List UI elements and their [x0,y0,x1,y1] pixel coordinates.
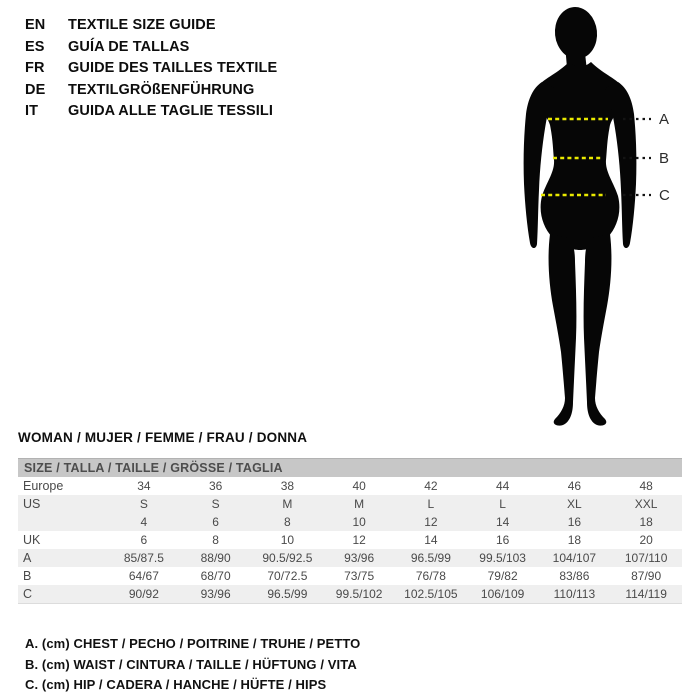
silhouette-shape [524,5,637,426]
size-cell: 14 [467,513,539,531]
language-row-es [25,37,277,59]
size-cell: S [108,495,180,513]
size-cell: 64/67 [128,569,159,583]
row-label: Europe [23,479,64,493]
size-table-header-row [18,459,682,478]
legend-line-waist: B. (cm) WAIST / CINTURA / TAILLE / HÜFTUNG / VITA [25,656,357,672]
size-cell: 83/86 [559,569,590,583]
table-row [18,513,682,531]
size-cell: XXL [610,495,682,513]
measurement-legend [25,634,360,696]
language-code: IT [25,103,39,120]
table-row [18,585,682,604]
size-cell: 44 [495,479,510,493]
table-row [18,477,682,495]
row-label [18,513,108,531]
language-row-it [25,101,277,123]
size-table-header: SIZE / TALLA / TAILLE / GRÖSSE / TAGLIA [18,459,682,478]
size-cell: 10 [280,533,295,547]
size-cell: 104/107 [539,549,611,567]
size-cell: 106/109 [467,585,539,604]
size-cell: 93/96 [323,549,395,567]
size-cell: 6 [180,513,252,531]
size-cell: 14 [424,533,438,547]
measurement-figure [480,0,700,440]
size-cell: 96.5/99 [252,585,324,604]
size-table-grid [18,458,682,604]
size-table [18,458,682,604]
size-cell: 96.5/99 [395,549,467,567]
table-row [18,495,682,513]
size-cell: 110/113 [539,585,611,604]
table-row [18,567,682,585]
language-row-en [25,15,277,37]
language-code: DE [25,81,46,98]
marker-label-b: B [659,150,670,167]
language-code: EN [25,17,46,33]
size-cell: 42 [424,479,438,493]
size-cell: 18 [610,513,682,531]
language-row-de [25,80,277,102]
size-table-body [18,477,682,604]
language-title: GUIDE DES TAILLES TEXTILE [68,60,278,77]
size-cell: S [180,495,252,513]
legend-line-hip: C. (cm) HIP / CADERA / HANCHE / HÜFTE / HIPS [25,677,327,692]
marker-label-a: A [659,111,670,128]
size-cell: 16 [539,513,611,531]
size-cell: 70/72.5 [267,569,308,583]
size-cell: 16 [495,533,510,547]
size-cell: 114/119 [610,585,682,604]
size-cell: 4 [108,513,180,531]
woman-silhouette-icon [480,0,700,440]
size-cell: 8 [252,513,324,531]
row-label: US [18,495,108,513]
size-cell: 18 [567,533,582,547]
size-cell: 90.5/92.5 [252,549,324,567]
size-cell: 48 [639,479,653,493]
size-cell: 76/78 [415,569,446,583]
size-cell: 46 [567,479,582,493]
size-cell: 88/90 [180,549,252,567]
language-title: GUIDA ALLE TAGLIE TESSILI [68,103,273,120]
size-cell: 12 [395,513,467,531]
size-cell: 99.5/103 [467,549,539,567]
legend-line-chest: A. (cm) CHEST / PECHO / POITRINE / TRUHE / PETTO [25,636,361,651]
language-title: TEXTILE SIZE GUIDE [68,17,216,33]
language-title: TEXTILGRÖßENFÜHRUNG [68,81,255,98]
size-cell: 102.5/105 [395,585,467,604]
size-cell: 38 [280,479,295,493]
size-cell: 68/70 [200,569,231,583]
row-label: B [23,569,32,583]
size-cell: 34 [137,479,151,493]
size-cell: 12 [352,533,366,547]
language-row-fr [25,58,277,80]
row-label: UK [23,533,41,547]
size-cell: 87/90 [631,569,662,583]
size-cell: 99.5/102 [323,585,395,604]
size-cell: 90/92 [108,585,180,604]
size-cell: 6 [140,533,148,547]
language-code: ES [25,38,45,55]
size-cell: 10 [323,513,395,531]
size-cell: L [395,495,467,513]
size-cell: M [323,495,395,513]
size-cell: M [252,495,324,513]
size-cell: 85/87.5 [108,549,180,567]
size-cell: 36 [208,479,223,493]
size-cell: XL [539,495,611,513]
row-label: A [18,549,108,567]
marker-label-c: C [659,187,670,204]
size-cell: 40 [352,479,366,493]
table-row [18,531,682,549]
table-row [18,549,682,567]
gender-heading: WOMAN / MUJER / FEMME / FRAU / DONNA [18,430,308,445]
size-cell: 73/75 [344,569,375,583]
language-title-list [25,15,277,123]
size-cell: 107/110 [610,549,682,567]
row-label: C [18,585,108,604]
language-code: FR [25,60,45,77]
size-cell: 20 [639,533,653,547]
size-cell: 8 [212,533,219,547]
size-cell: 79/82 [487,569,518,583]
size-cell: 93/96 [180,585,252,604]
size-cell: L [467,495,539,513]
language-title: GUÍA DE TALLAS [68,38,190,55]
